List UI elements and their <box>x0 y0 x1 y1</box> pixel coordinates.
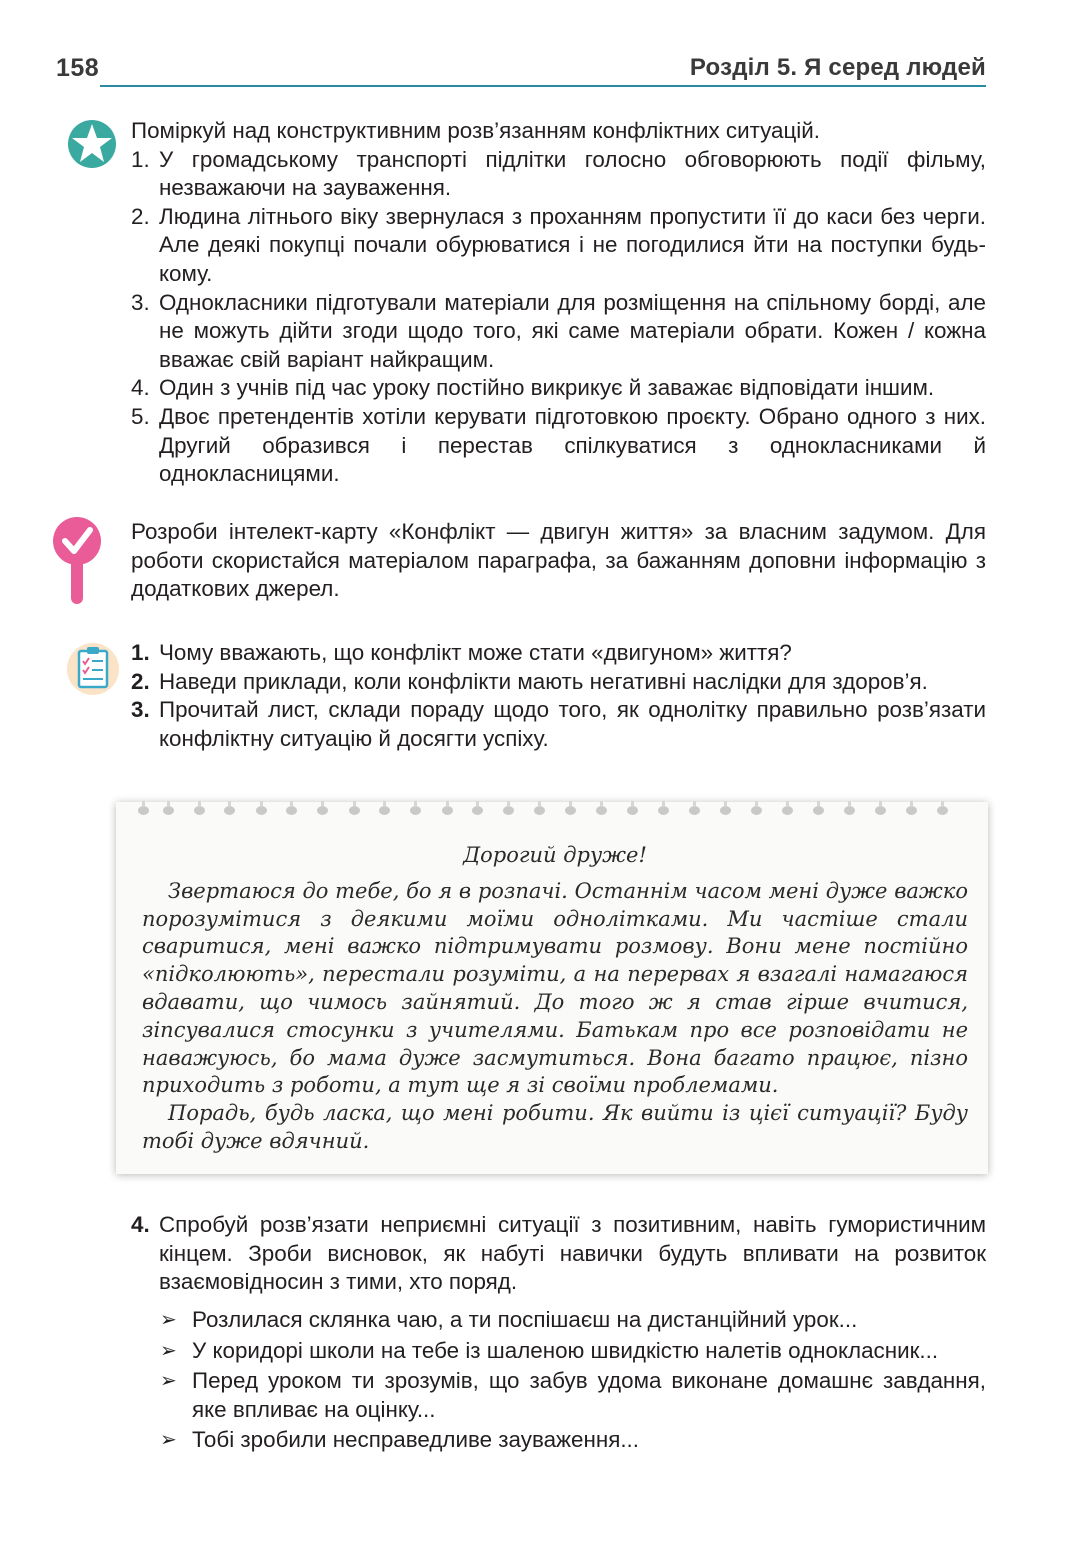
list-item <box>131 374 986 403</box>
list-item <box>160 1306 986 1335</box>
section-title: Розділ 5. Я серед людей <box>689 54 986 81</box>
list-item <box>131 203 986 289</box>
question-text: Чому вважають, що конфлікт може стати «двигуном» життя? <box>159 640 792 665</box>
hole <box>224 806 235 815</box>
letter-paragraph: Звертаюся до тебе, бо я в розпачі. Останнім часом мені дуже важко порозумітися з деякими моїми однолітками. Ми частіше стали сваритися, мені важко підтримувати розмову. Вони мене постійно «підколюють», перестали розуміти, а на перервах я взагалі намагаюся вдавати, що чимось зайнятий. До того ж я став гірше вчитися, зіпсувалися стосунки з учителями. Батькам про все розповідати не наважуюсь, бо мама дуже засмутиться. Вона багато працює, пізно приходить з роботи, а тут ще я зі своїми проблемами. <box>142 878 968 1098</box>
letter-body <box>142 842 968 1156</box>
list-item-number: 4. <box>131 375 150 401</box>
list-item-text: У громадському транспорті підлітки голосно обговорюють події фільму, незважаючи на зауваження. <box>159 146 986 201</box>
list-item-text: Розлилася склянка чаю, а ти поспішаєш на дистанційний урок... <box>192 1307 858 1332</box>
list-item <box>160 1337 986 1366</box>
hole <box>410 806 421 815</box>
hole <box>286 806 297 815</box>
hole <box>472 806 483 815</box>
hole <box>844 806 855 815</box>
header-rule <box>100 85 986 87</box>
letter-paragraph: Порадь, будь ласка, що мені робити. Як вийти із цієї ситуації? Буду тобі дуже вдячний. <box>142 1101 968 1153</box>
list-item-text: Однокласники підготували матеріали для розміщення на спільному борді, але не можуть дійти згоди щодо того, які саме матеріали обрати. Кожен / кожна вважає свій варіант найкращим. <box>159 289 986 372</box>
letter-card <box>116 802 988 1174</box>
hole <box>875 806 886 815</box>
question-number: 4. <box>131 1212 150 1237</box>
question-item <box>131 668 986 697</box>
question-number: 3. <box>131 697 150 723</box>
question-item <box>131 1211 986 1297</box>
hole <box>565 806 576 815</box>
hole <box>442 806 453 815</box>
arrow-bullet-icon: ➢ <box>160 1429 177 1452</box>
hole <box>627 806 638 815</box>
list-item-text: У коридорі школи на тебе із шаленою швидкістю налетів однокласник... <box>192 1337 939 1363</box>
hole <box>317 806 328 815</box>
list-item <box>131 403 986 489</box>
hole <box>937 806 948 815</box>
question-text: Прочитай лист, склади пораду щодо того, як однолітку правильно розв’язати конфліктну ситуацію й досягти успіху. <box>159 697 986 751</box>
list-item-text: Двоє претендентів хотіли керувати підготовкою проєкту. Обрано одного з них. Другий образився і перестав спілкуватися з однокласниками й однокласницями. <box>159 403 986 487</box>
hole <box>813 806 824 815</box>
question-number: 2. <box>131 668 150 694</box>
questions-section <box>131 639 986 753</box>
hole <box>379 806 390 815</box>
hole <box>503 806 514 815</box>
hole <box>906 806 917 815</box>
hole <box>138 806 149 815</box>
hole <box>534 806 545 815</box>
task-text: Розроби інтелект-карту «Конфлікт — двигун життя» за власним задумом. Для роботи скористайся матеріалом параграфа, за бажанням доповни інформацію з додаткових джерел. <box>131 519 986 602</box>
question-text: Спробуй розв’язати неприємні ситуації з позитивним, навіть гумористичним кінцем. Зроби висновок, як набуті навички будуть впливати на розвиток взаємовідносин з тими, хто поряд. <box>159 1212 986 1295</box>
list-item-text: Один з учнів під час уроку постійно викрикує й заважає відповідати іншим. <box>159 375 935 401</box>
task4-section <box>131 1211 986 1297</box>
hole <box>658 806 669 815</box>
list-item <box>131 146 986 203</box>
list-item-text: Людина літнього віку звернулася з проханням пропустити її до каси без черги. Але деякі покупці почали обурюватися і не погодилися йти на поступки будь-кому. <box>159 203 986 286</box>
page-header <box>56 54 986 88</box>
clipboard-icon <box>66 642 120 696</box>
list-item-text: Перед уроком ти зрозумів, що забув удома виконане домашнє завдання, яке впливає на оцінку... <box>192 1368 986 1422</box>
reflect-list <box>131 146 986 489</box>
list-item-text: Тобі зробили несправедливе зауваження... <box>192 1427 640 1453</box>
notebook-holes <box>116 802 988 828</box>
hole <box>596 806 607 815</box>
question-number: 1. <box>131 640 150 665</box>
star-icon <box>66 118 118 170</box>
arrow-bullet-icon: ➢ <box>160 1309 177 1331</box>
reflect-intro: Поміркуй над конструктивним розв’язанням конфліктних ситуацій. <box>131 118 821 143</box>
list-item-number: 2. <box>131 203 150 229</box>
hole <box>349 806 360 815</box>
list-item-number: 3. <box>131 289 150 315</box>
checkmark-icon <box>52 516 102 608</box>
hole <box>194 806 205 815</box>
page-number: 158 <box>56 54 100 82</box>
list-item-number: 1. <box>131 146 150 172</box>
list-item <box>160 1367 986 1424</box>
hole <box>689 806 700 815</box>
letter-salutation: Дорогий друже! <box>463 843 647 867</box>
question-item <box>131 639 986 668</box>
list-item <box>160 1426 986 1455</box>
list-item-number: 5. <box>131 403 150 429</box>
hole <box>720 806 731 815</box>
question-item <box>131 696 986 753</box>
reflect-section <box>131 117 986 489</box>
hole <box>163 806 174 815</box>
list-item <box>131 289 986 375</box>
arrow-bullet-icon: ➢ <box>160 1370 177 1393</box>
question-text: Наведи приклади, коли конфлікти мають негативні наслідки для здоров’я. <box>159 668 928 694</box>
arrow-bullet-icon: ➢ <box>160 1339 177 1362</box>
situation-list <box>160 1306 986 1457</box>
hole <box>751 806 762 815</box>
hole <box>256 806 267 815</box>
hole <box>782 806 793 815</box>
